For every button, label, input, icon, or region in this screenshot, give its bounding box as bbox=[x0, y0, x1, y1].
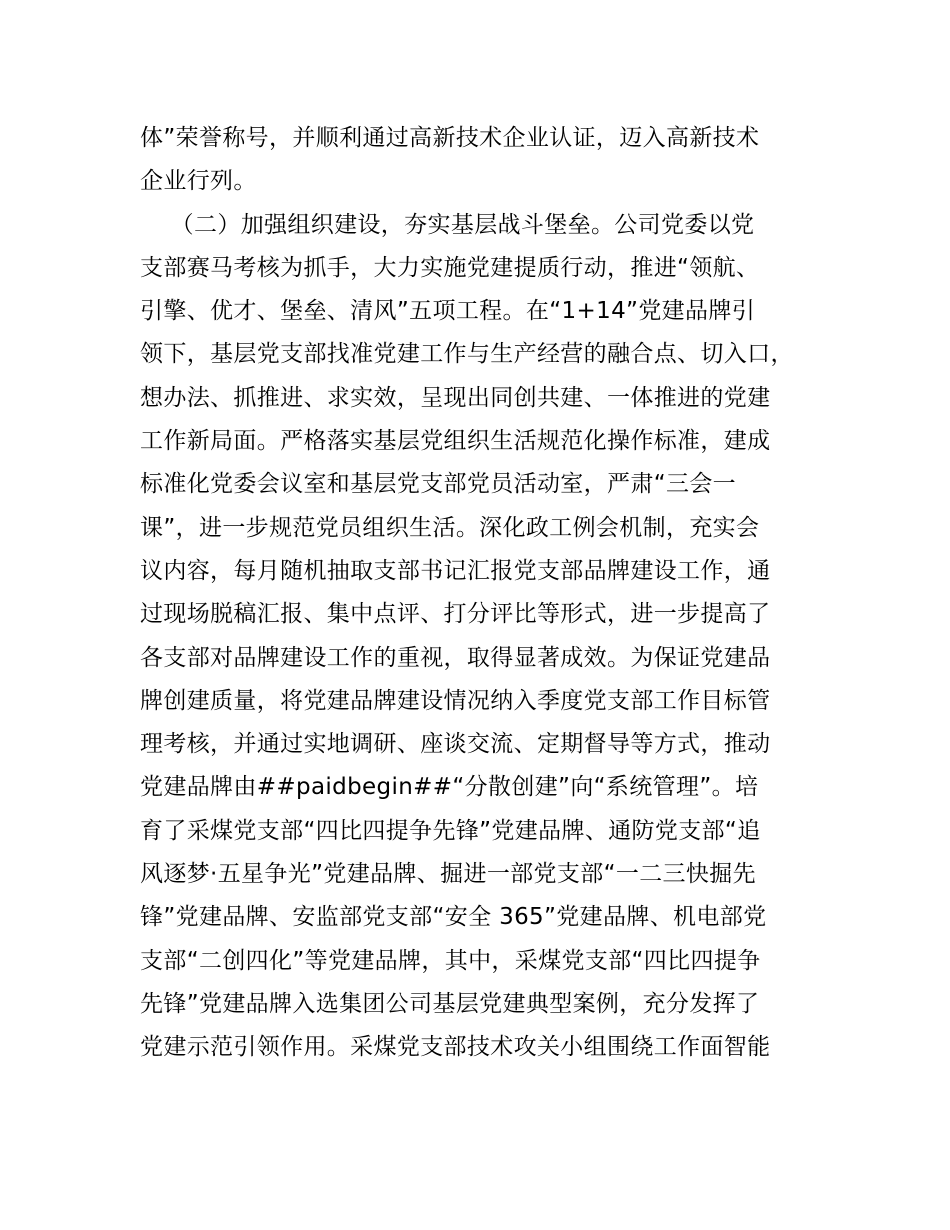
text-line: 理考核，并通过实地调研、座谈交流、定期督导等方式，推动 bbox=[140, 731, 771, 758]
paragraph-start-line: （二）加强组织建设，夯实基层战斗堡垒。公司党委以党 bbox=[140, 211, 755, 238]
text-line: 工作新局面。严格落实基层党组织生活规范化操作标准，建成 bbox=[140, 428, 771, 455]
text-line: 锋”党建品牌、安监部党支部“安全 365”党建品牌、机电部党 bbox=[140, 904, 767, 931]
text-line: 企业行列。 bbox=[140, 168, 257, 195]
text-line: 过现场脱稿汇报、集中点评、打分评比等形式，进一步提高了 bbox=[140, 601, 771, 628]
text-line: 课”，进一步规范党员组织生活。深化政工例会机制，充实会 bbox=[140, 514, 760, 541]
body-text bbox=[140, 117, 840, 1070]
text-line: 标准化党委会议室和基层党支部党员活动室，严肃“三会一 bbox=[140, 471, 737, 498]
text-line: 牌创建质量，将党建品牌建设情况纳入季度党支部工作目标管 bbox=[140, 687, 771, 714]
text-line: 体”荣誉称号，并顺利通过高新技术企业认证，迈入高新技术 bbox=[140, 125, 760, 151]
text-line: 党建示范引领作用。采煤党支部技术攻关小组围绕工作面智能 bbox=[140, 1034, 771, 1061]
text-line: 想办法、抓推进、求实效，呈现出同创共建、一体推进的党建 bbox=[140, 384, 771, 411]
text-line: 先锋”党建品牌入选集团公司基层党建典型案例，充分发挥了 bbox=[140, 990, 760, 1017]
text-line: 领下，基层党支部找准党建工作与生产经营的融合点、切入口， bbox=[140, 341, 794, 368]
text-line: 支部赛马考核为抓手，大力实施党建提质行动，推进“领航、 bbox=[140, 254, 760, 281]
text-line: 引擎、优才、堡垒、清风”五项工程。在“1+14”党建品牌引 bbox=[140, 298, 756, 325]
text-line: 议内容，每月随机抽取支部书记汇报党支部品牌建设工作，通 bbox=[140, 557, 771, 584]
text-line: 各支部对品牌建设工作的重视，取得显著成效。为保证党建品 bbox=[140, 644, 771, 671]
text-line: 党建品牌由##paidbegin##“分散创建”向“系统管理”。培 bbox=[140, 774, 759, 801]
text-line: 育了采煤党支部“四比四提争先锋”党建品牌、通防党支部“追 bbox=[140, 817, 761, 844]
text-line: 风逐梦·五星争光”党建品牌、掘进一部党支部“一二三快掘先 bbox=[140, 861, 756, 888]
text-line: 支部“二创四化”等党建品牌，其中，采煤党支部“四比四提争 bbox=[140, 947, 761, 974]
